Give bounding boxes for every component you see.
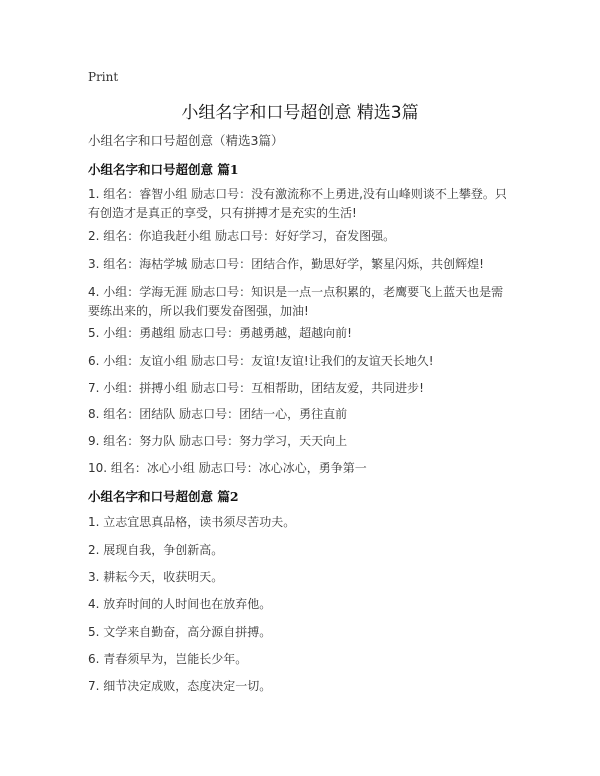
list-item: 4. 放弃时间的人时间也在放弃他。 — [88, 597, 272, 611]
list-item: 1. 立志宜思真品格，读书须尽苦功夫。 — [88, 515, 296, 529]
list-item: 2. 组名：你追我赶小组 励志口号：好好学习，奋发图强。 — [88, 229, 396, 243]
list-item: 8. 组名：团结队 励志口号：团结一心，勇往直前 — [88, 407, 348, 421]
page-title: 小组名字和口号超创意 精选3篇 — [181, 103, 419, 123]
list-item: 7. 细节决定成败，态度决定一切。 — [88, 679, 272, 693]
list-item: 3. 组名：海枯学城 励志口号：团结合作，勤思好学，繁星闪烁，共创辉煌! — [88, 257, 484, 271]
list-item: 5. 文学来自勤奋，高分源自拼搏。 — [88, 625, 272, 639]
section-heading-1: 小组名字和口号超创意 篇1 — [88, 162, 239, 177]
list-item: 7. 小组：拼搏小组 励志口号：互相帮助，团结友爱，共同进步! — [88, 381, 424, 395]
page-subtitle: 小组名字和口号超创意（精选3篇） — [88, 133, 284, 148]
print-link[interactable]: Print — [88, 70, 119, 84]
list-item: 6. 小组：友谊小组 励志口号：友谊!友谊!让我们的友谊天长地久! — [88, 354, 434, 368]
list-item: 3. 耕耘今天，收获明天。 — [88, 570, 224, 584]
list-item: 10. 组名：冰心小组 励志口号：冰心冰心，勇争第一 — [88, 461, 367, 475]
list-item: 1. 组名：睿智小组 励志口号：没有激流称不上勇进,没有山峰则谈不上攀登。只有创造才是真正的享受，只有拼搏才是充实的生活! — [88, 187, 507, 220]
section-heading-2: 小组名字和口号超创意 篇2 — [88, 489, 239, 504]
list-item: 2. 展现自我，争创新高。 — [88, 543, 224, 557]
list-item: 4. 小组：学海无涯 励志口号：知识是一点一点积累的，老鹰要飞上蓝天也是需要练出来的，所以我们要发奋图强，加油! — [88, 285, 504, 318]
list-item: 9. 组名：努力队 励志口号：努力学习，天天向上 — [88, 434, 348, 448]
list-item: 6. 青春须早为，岂能长少年。 — [88, 652, 248, 666]
list-item: 5. 小组：勇越组 励志口号：勇越勇越，超越向前! — [88, 326, 352, 340]
